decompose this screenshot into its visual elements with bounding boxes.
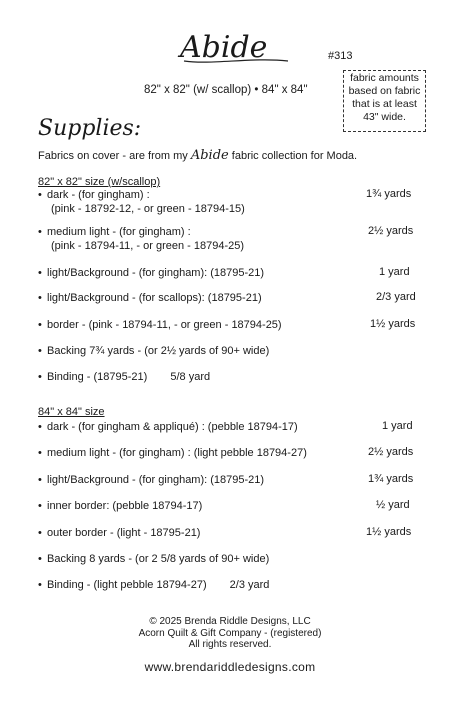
item-label: medium light - (for gingham) : [47,226,191,238]
item-label: inner border: (pebble 18794-17) [47,500,203,512]
section1-header: 82" x 82" size (w/scallop) [38,176,161,188]
item-amount: 2/3 yard [376,291,416,303]
list-item: • light/Background - (for gingham): (18795-21) [38,267,265,279]
item-label: dark - (for gingham) : [47,189,150,201]
item-label: Binding - (18795-21) [47,371,148,383]
pattern-title: Abide [180,30,268,65]
list-item: • Binding - (18795-21) 5/8 yard [38,371,211,383]
item-amount: 1½ yards [370,318,416,330]
list-item: • outer border - (light - 18795-21) [38,527,201,539]
note-line: fabric amounts [350,72,419,84]
item-label: Backing 7¾ yards - (or 2½ yards of 90+ wide) [47,345,270,357]
list-item: • dark - (for gingham) : (pink - 18792-12, - or green - 18794-15) [38,189,245,215]
footer-line: © 2025 Brenda Riddle Designs, LLC [149,616,311,627]
copyright-footer [0,616,460,651]
pattern-number: #313 [328,50,353,62]
item-sub: (pink - 18792-12, - or green - 18794-15) [51,203,245,215]
item-amount: 1 yard [379,266,410,278]
item-amount: 1¾ yards [366,188,412,200]
item-amount: 1½ yards [366,526,412,538]
item-label: light/Background - (for gingham): (18795-21) [47,474,265,486]
list-item: • light/Background - (for gingham): (18795-21) [38,474,265,486]
intro-before: Fabrics on cover - are from my [38,150,191,162]
footer-line: All rights reserved. [188,639,272,650]
website-link[interactable]: www.brendariddledesigns.com [144,660,316,674]
section2-header: 84" x 84" size [38,406,105,418]
intro-text [38,148,357,163]
item-amount: 5/8 yard [170,371,211,383]
fabric-note-box [343,70,426,132]
intro-after: fabric collection for Moda. [228,150,358,162]
list-item: • light/Background - (for scallops): (18795-21) [38,292,262,304]
quilt-sizes: 82" x 82" (w/ scallop) • 84" x 84" [144,84,308,96]
list-item: • border - (pink - 18794-11, - or green - 18794-25) [38,319,282,331]
list-item: • inner border: (pebble 18794-17) [38,500,203,512]
list-item: • medium light - (for gingham) : (light pebble 18794-27) [38,447,307,459]
item-amount: 2½ yards [368,225,414,237]
item-label: Binding - (light pebble 18794-27) [47,579,207,591]
item-amount: 1¾ yards [368,473,414,485]
note-line: 43" wide. [363,111,406,123]
footer-line: Acorn Quilt & Gift Company - (registered) [138,627,322,639]
item-label: Backing 8 yards - (or 2 5/8 yards of 90+ wide) [47,553,270,565]
list-item: • Binding - (light pebble 18794-27) 2/3 yard [38,579,270,591]
item-label: medium light - (for gingham) : (light pebble 18794-27) [47,447,307,459]
item-label: light/Background - (for scallops): (18795-21) [47,292,262,304]
list-item: • dark - (for gingham & appliqué) : (pebble 18794-17) [38,421,298,433]
intro-collection: Abide [190,148,229,163]
item-amount: 2½ yards [368,446,414,458]
item-sub: (pink - 18794-11, - or green - 18794-25) [51,240,245,252]
item-amount: 2/3 yard [229,579,270,591]
note-line: based on fabric [348,85,421,97]
note-line: that is at least [352,98,417,110]
supplies-heading: Supplies: [38,116,142,141]
item-label: light/Background - (for gingham): (18795-21) [47,267,265,279]
list-item: • medium light - (for gingham) : (pink - 18794-11, - or green - 18794-25) [38,226,245,252]
title-swash-decoration [182,56,292,66]
list-item: • Backing 7¾ yards - (or 2½ yards of 90+ wide) [38,345,270,357]
item-amount: ½ yard [376,499,410,511]
item-label: border - (pink - 18794-11, - or green - 18794-25) [47,319,282,331]
list-item: • Backing 8 yards - (or 2 5/8 yards of 90+ wide) [38,553,270,565]
item-label: outer border - (light - 18795-21) [47,527,201,539]
item-amount: 1 yard [382,420,413,432]
item-label: dark - (for gingham & appliqué) : (pebble 18794-17) [47,421,298,433]
